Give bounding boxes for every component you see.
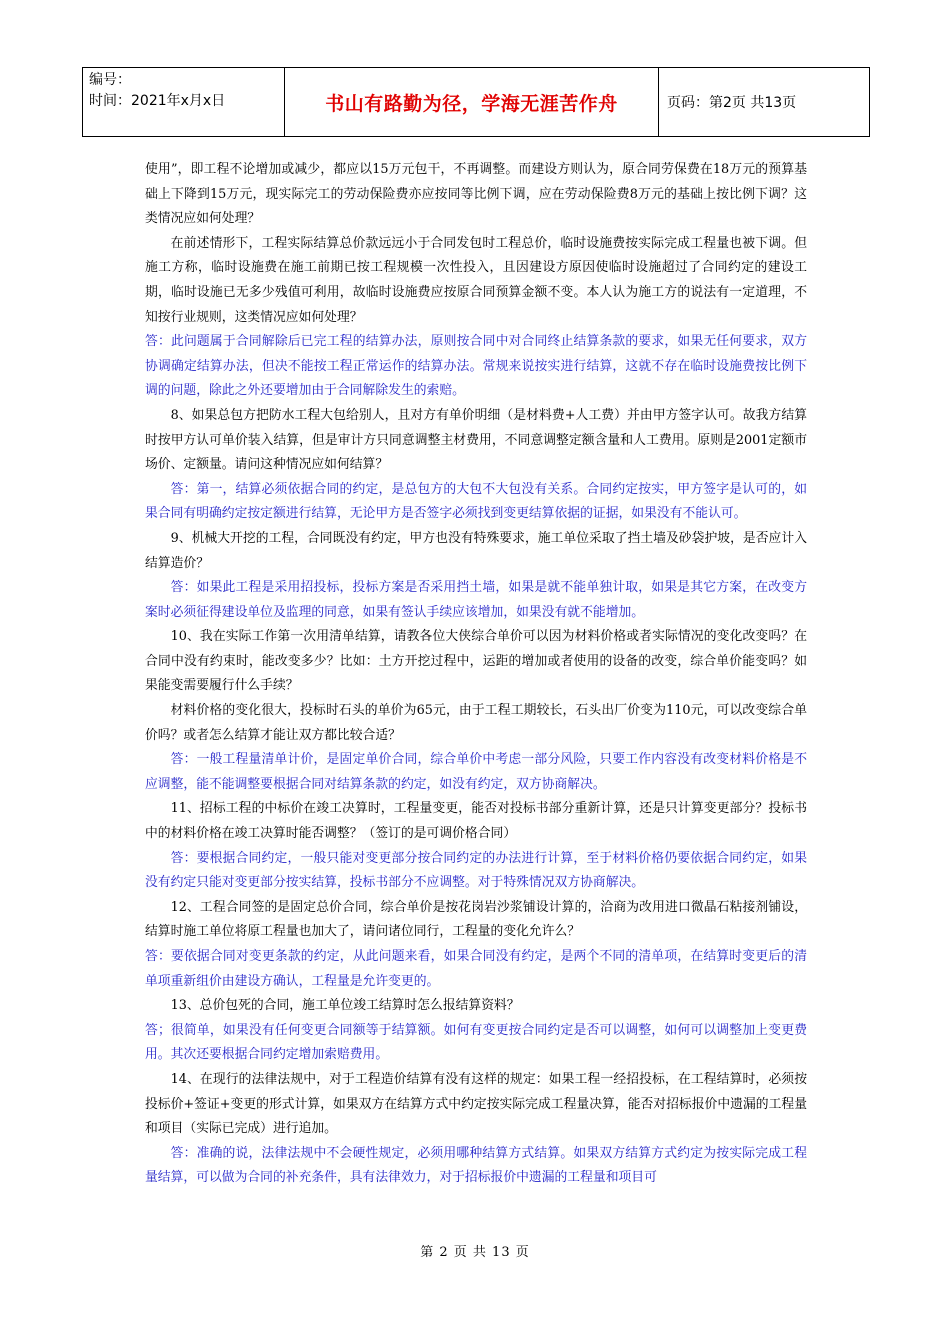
document-body <box>145 158 807 1191</box>
question-paragraph: 在前述情形下，工程实际结算总价款远远小于合同发包时工程总价，临时设施费按实际完成工程量也被下调。但施工方称，临时设施费在施工前期已按工程规模一次性投入，且因建设方原因使临时设施超过了合同约定的建设工期，临时设施已无多少残值可利用，故临时设施费应按原合同预算金额不变。本人认为施工方的说法有一定道理，不知按行业规则，这类情况应如何处理？ <box>145 235 807 325</box>
answer-paragraph: 答：一般工程量清单计价，是固定单价合同，综合单价中考虑一部分风险，只要工作内容没有改变材料价格是不应调整，能不能调整要根据合同对结算条款的约定，如没有约定，双方协商解决。 <box>145 752 807 792</box>
answer-paragraph: 答：如果此工程是采用招投标，投标方案是否采用挡土墙，如果是就不能单独计取，如果是其它方案，在改变方案时必须征得建设单位及监理的同意，如果有签认手续应该增加，如果没有就不能增加。 <box>145 580 807 620</box>
question-paragraph: 14、在现行的法律法规中，对于工程造价结算有没有这样的规定：如果工程一经招投标，在工程结算时，必须按投标价+签证+变更的形式计算，如果双方在结算方式中约定按实际完成工程量决算，能否对招标报价中遗漏的工程量和项目（实际已完成）进行追加。 <box>145 1071 807 1137</box>
question-paragraph: 8、如果总包方把防水工程大包给别人，且对方有单价明细（是材料费+人工费）并由甲方签字认可。故我方结算时按甲方认可单价装入结算，但是审计方只同意调整主材费用，不同意调整定额含量和人工费用。原则是2001定额市场价、定额量。请问这种情况应如何结算？ <box>145 407 807 473</box>
answer-paragraph: 答；很简单，如果没有任何变更合同额等于结算额。如何有变更按合同约定是否可以调整，如何可以调整加上变更费用。其次还要根据合同约定增加索赔费用。 <box>145 1022 807 1063</box>
question-paragraph: 13、总价包死的合同，施工单位竣工结算时怎么报结算资料？ <box>170 998 520 1014</box>
header-motto: 书山有路勤为径，学海无涯苦作舟 <box>285 68 659 136</box>
document-number-label: 编号： <box>89 72 131 88</box>
answer-paragraph: 答：此问题属于合同解除后已完工程的结算办法，原则按合同中对合同终止结算条款的要求，如果无任何要求，双方协调确定结算办法，但决不能按工程正常运作的结算办法。常规来说按实进行结算，这就不存在临时设施费按比例下调的问题，除此之外还要增加由于合同解除发生的索赔。 <box>145 334 807 399</box>
answer-paragraph: 答：第一，结算必须依据合同的约定，是总包方的大包不大包没有关系。合同约定按实，甲方签字是认可的，如果合同有明确约定按定额进行结算，无论甲方是否签字必须找到变更结算依据的证据，如果没有不能认可。 <box>145 481 807 522</box>
answer-paragraph: 答：准确的说，法律法规中不会硬性规定，必须用哪种结算方式结算。如果双方结算方式约定为按实际完成工程量结算，可以做为合同的补充条件，具有法律效力，对于招标报价中遗漏的工程量和项目可 <box>145 1145 807 1186</box>
answer-paragraph: 答：要依据合同对变更条款的约定，从此问题来看，如果合同没有约定，是两个不同的清单项，在结算时变更后的清单项重新组价由建设方确认，工程量是允许变更的。 <box>145 949 807 989</box>
question-paragraph: 使用”，即工程不论增加或减少，都应以15万元包干，不再调整。而建设方则认为，原合同劳保费在18万元的预算基础上下降到15万元，现实际完工的劳动保险费亦应按同等比例下调，应在劳动保险费8万元的基础上按比例下调？这类情况应如何处理？ <box>145 162 807 227</box>
question-paragraph: 材料价格的变化很大，投标时石头的单价为65元，由于工程工期较长，石头出厂价变为110元，可以改变综合单价吗？或者怎么结算才能让双方都比较合适？ <box>145 703 807 743</box>
question-paragraph: 10、我在实际工作第一次用清单结算，请教各位大侠综合单价可以因为材料价格或者实际情况的变化改变吗？在合同中没有约束时，能改变多少？比如：土方开挖过程中，运距的增加或者使用的设备的改变，综合单价能变吗？如果能变需要履行什么手续？ <box>145 629 807 694</box>
question-paragraph: 11、招标工程的中标价在竣工决算时，工程量变更，能否对投标书部分重新计算，还是只计算变更部分？投标书中的材料价格在竣工决算时能否调整？（签订的是可调价格合同） <box>145 801 807 842</box>
answer-paragraph: 答：要根据合同约定，一般只能对变更部分按合同约定的办法进行计算，至于材料价格仍要依据合同约定，如果没有约定只能对变更部分按实结算，投标书部分不应调整。对于特殊情况双方协商解决。 <box>145 850 807 891</box>
question-paragraph: 9、机械大开挖的工程，合同既没有约定，甲方也没有特殊要求，施工单位采取了挡土墙及砂袋护坡，是否应计入结算造价？ <box>145 530 807 571</box>
header-meta-cell <box>83 68 285 136</box>
question-paragraph: 12、工程合同签的是固定总价合同，综合单价是按花岗岩沙浆铺设计算的，洽商为改用进口微晶石粘接剂铺设，结算时施工单位将原工程量也加大了，请问诸位同行，工程量的变化允许么？ <box>145 899 807 940</box>
page-footer: 第 2 页 共 13 页 <box>420 1245 530 1260</box>
header-table <box>82 67 870 137</box>
header-page-number: 页码：第2页 共13页 <box>667 95 797 111</box>
document-date-label: 时间：2021年x月x日 <box>89 93 226 109</box>
